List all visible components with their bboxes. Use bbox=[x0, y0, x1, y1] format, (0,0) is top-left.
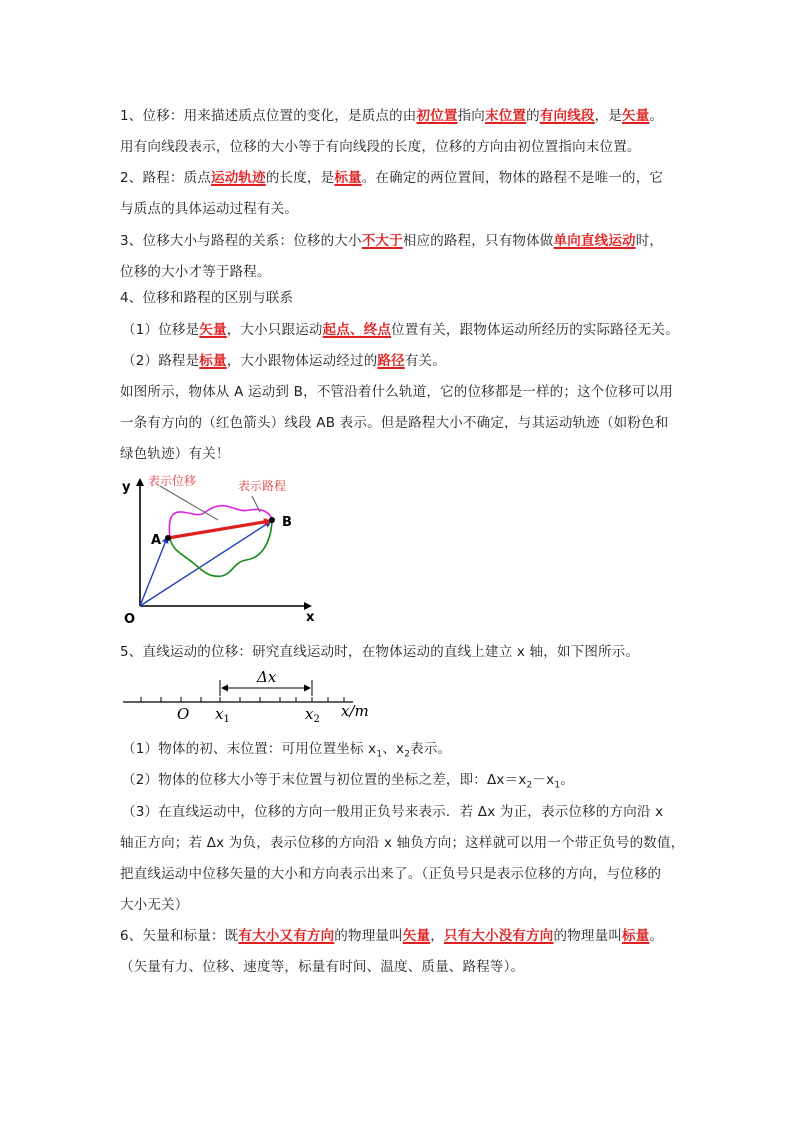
text: （1）位移是 bbox=[122, 322, 200, 338]
highlight-scalar: 标量 bbox=[334, 170, 362, 186]
callout-displacement: 表示位移 bbox=[148, 474, 197, 488]
text: 、x bbox=[382, 741, 405, 757]
section-5-point-3-line-4: 大小无关） bbox=[120, 897, 189, 913]
highlight-trajectory: 运动轨迹 bbox=[211, 170, 266, 186]
text: 。 bbox=[649, 928, 664, 944]
section-4-text-3: 绿色轨迹）有关！ bbox=[120, 446, 230, 462]
subscript: 1 bbox=[554, 780, 561, 791]
highlight-directed-segment: 有向线段 bbox=[539, 108, 595, 124]
highlight-magnitude-and-direction: 有大小又有方向 bbox=[238, 928, 335, 944]
x1-label: $x_1$ bbox=[215, 705, 230, 724]
text: 的物理量叫 bbox=[334, 928, 403, 944]
highlight-scalar: 标量 bbox=[199, 353, 227, 369]
callout-line-displacement bbox=[160, 486, 218, 520]
displacement-path-figure bbox=[110, 466, 330, 628]
text: 相应的路程，只有物体做 bbox=[402, 233, 554, 249]
origin-o-label: O bbox=[177, 705, 190, 723]
text: ，大小只跟运动 bbox=[226, 322, 323, 338]
highlight-final-position: 末位置 bbox=[485, 108, 527, 124]
highlight-magnitude-only: 只有大小没有方向 bbox=[443, 928, 554, 944]
x2-label: $x_2$ bbox=[305, 705, 320, 724]
section-5-title: 5、直线运动的位移：研究直线运动时，在物体运动的直线上建立 x 轴，如下图所示。 bbox=[120, 644, 640, 660]
text: 。在确定的两位置间，物体的路程不是唯一的，它 bbox=[361, 170, 664, 186]
point-a-dot bbox=[165, 535, 171, 541]
section-1-line-2: 用有向线段表示，位移的大小等于有向线段的长度，位移的方向由初位置指向末位置。 bbox=[120, 139, 641, 155]
axis-ticks bbox=[141, 697, 344, 702]
text: 时， bbox=[635, 233, 664, 249]
point-b-label: B bbox=[282, 515, 292, 530]
point-a-label: A bbox=[151, 533, 162, 548]
text: 的长度，是 bbox=[265, 170, 335, 186]
text: 。 bbox=[560, 772, 574, 788]
delta-x-label: Δx bbox=[257, 668, 277, 686]
text: 表示。 bbox=[410, 741, 452, 757]
text: 位置有关，跟物体运动所经历的实际路径无关。 bbox=[391, 322, 679, 338]
section-2-line-2: 与质点的具体运动过程有关。 bbox=[120, 201, 299, 217]
section-5-point-3-line-2: 轴正方向；若 Δx 为负，表示位移的方向沿 x 轴负方向；这样就可以用一个带正负号的数值， bbox=[120, 835, 685, 851]
number-line-figure bbox=[115, 666, 385, 724]
section-2-line-1 bbox=[120, 166, 663, 186]
text: ，大小跟物体运动经过的 bbox=[226, 353, 378, 369]
section-4-text-2: 一条有方向的（红色箭头）线段 AB 表示。但是路程大小不确定，与其运动轨迹（如粉色和 bbox=[120, 415, 669, 431]
highlight-unidirectional-motion: 单向直线运动 bbox=[553, 233, 636, 249]
point-b-dot bbox=[269, 517, 275, 523]
text: ， bbox=[430, 928, 444, 944]
text: 3、位移大小与路程的关系：位移的大小 bbox=[120, 233, 362, 249]
text: 的 bbox=[526, 108, 540, 124]
text: 2、路程：质点 bbox=[120, 170, 211, 186]
section-3-line-1 bbox=[120, 229, 663, 249]
text: 的物理量叫 bbox=[553, 928, 623, 944]
section-4-point-1 bbox=[122, 318, 679, 338]
text: （1）物体的初、末位置：可用位置坐标 x bbox=[122, 741, 377, 757]
position-vector-a bbox=[140, 538, 167, 606]
text: 有关。 bbox=[404, 353, 446, 369]
callout-path: 表示路程 bbox=[238, 479, 287, 493]
section-6-line-1 bbox=[120, 924, 663, 944]
subscript: 2 bbox=[404, 749, 411, 760]
axis-unit-label: x/m bbox=[341, 702, 369, 720]
section-4-title: 4、位移和路程的区别与联系 bbox=[120, 290, 294, 306]
highlight-not-greater: 不大于 bbox=[361, 233, 403, 249]
x-axis-label: x bbox=[306, 610, 315, 625]
text: （2）物体的位移大小等于末位置与初位置的坐标之差，即：Δx＝x bbox=[122, 772, 527, 788]
highlight-vector: 矢量 bbox=[402, 928, 431, 944]
highlight-vector: 矢量 bbox=[199, 322, 227, 338]
section-4-point-2 bbox=[122, 349, 446, 369]
y-axis-label: y bbox=[122, 480, 131, 495]
text: －x bbox=[532, 772, 555, 788]
section-4-text-1: 如图所示，物体从 A 运动到 B，不管沿着什么轨道，它的位移都是一样的；这个位移可以用 bbox=[120, 384, 673, 400]
highlight-initial-position: 初位置 bbox=[416, 108, 458, 124]
section-5-point-3-line-1: （3）在直线运动中，位移的方向一般用正负号来表示．若 Δx 为正，表示位移的方向沿 x bbox=[122, 804, 664, 820]
highlight-scalar: 标量 bbox=[622, 928, 650, 944]
text: 。 bbox=[649, 108, 664, 124]
highlight-vector: 矢量 bbox=[622, 108, 650, 124]
section-5-point-1 bbox=[122, 737, 451, 760]
text: 指向 bbox=[457, 108, 486, 124]
text: ，是 bbox=[594, 108, 623, 124]
text: 1、位移：用来描述质点位置的变化，是质点的由 bbox=[120, 108, 417, 124]
subscript: 1 bbox=[376, 749, 383, 760]
section-5-point-3-line-3: 把直线运动中位移矢量的大小和方向表示出来了。（正负号只是表示位移的方向，与位移的 bbox=[120, 866, 662, 882]
subscript: 2 bbox=[526, 780, 533, 791]
origin-label: O bbox=[124, 612, 136, 627]
section-5-point-2 bbox=[122, 768, 574, 791]
text: （2）路程是 bbox=[122, 353, 200, 369]
highlight-path: 路径 bbox=[377, 353, 405, 369]
section-6-line-2: （矢量有力、位移、速度等，标量有时间、温度、质量、路程等）。 bbox=[120, 959, 525, 975]
highlight-start-end: 起点、终点 bbox=[322, 322, 392, 338]
displacement-arrow bbox=[168, 521, 270, 538]
section-1-line-1 bbox=[120, 104, 663, 124]
section-3-line-2: 位移的大小才等于路程。 bbox=[120, 264, 271, 280]
text: 6、矢量和标量：既 bbox=[120, 928, 239, 944]
